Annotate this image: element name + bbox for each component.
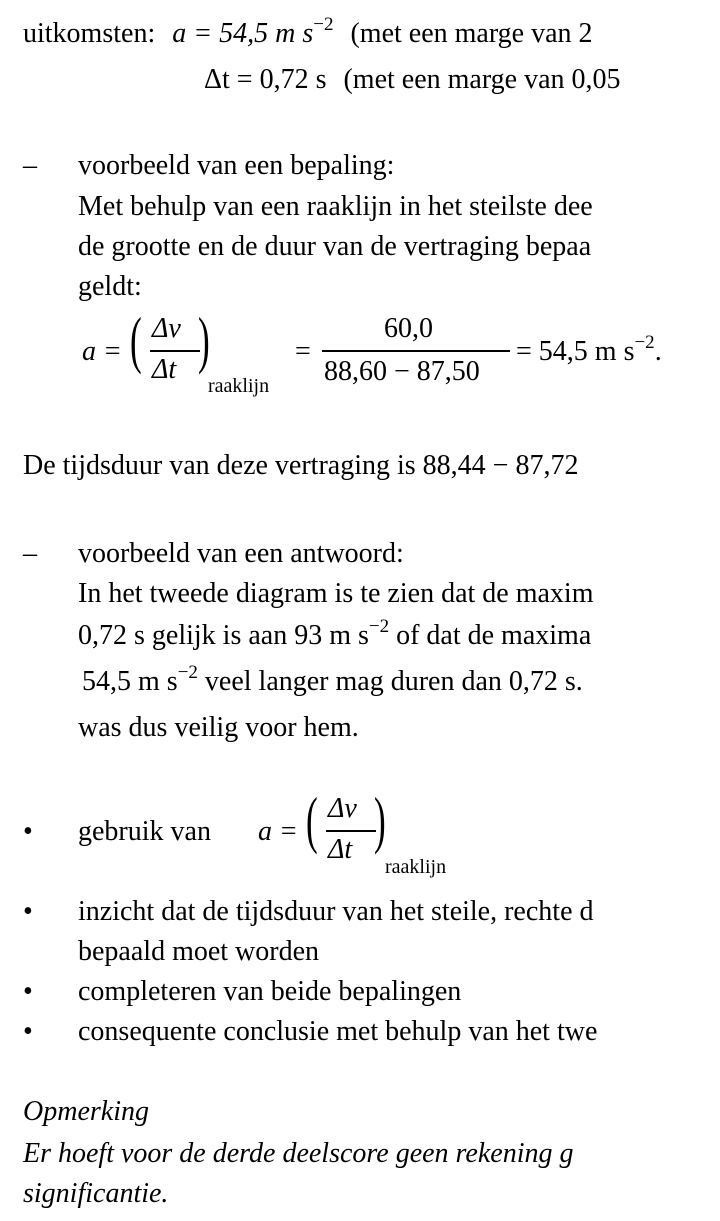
acceleration-margin: (met een marge van 2 bbox=[350, 18, 593, 49]
scoring-bullet-1: • bbox=[23, 816, 33, 847]
formula-fraction-bar bbox=[150, 350, 200, 352]
answer-line-3 bbox=[82, 662, 583, 697]
scoring-formula-bar bbox=[326, 830, 376, 832]
outcomes-label: uitkomsten: bbox=[23, 18, 156, 49]
answer-line-2-exponent: −2 bbox=[368, 616, 390, 637]
fraction-numerator: 60,0 bbox=[384, 313, 433, 344]
formula-numerator: Δv bbox=[152, 313, 181, 344]
answer-line-2-start: 0,72 s gelijk is aan 93 m s bbox=[78, 620, 369, 651]
formula-denominator: Δt bbox=[152, 354, 177, 385]
fraction-denominator: 88,60 − 87,50 bbox=[324, 356, 480, 387]
scoring-formula-denominator: Δt bbox=[328, 834, 353, 865]
formula-subscript: raaklijn bbox=[208, 375, 270, 397]
formula-result bbox=[516, 332, 662, 367]
remark-title: Opmerking bbox=[23, 1096, 149, 1127]
scoring-bullet-3: • bbox=[23, 976, 33, 1007]
duration-value: Δt = 0,72 s bbox=[204, 64, 327, 95]
scoring-item-2-line-1: inzicht dat de tijdsduur van het steile, rechte d bbox=[78, 896, 594, 927]
answer-line-3-start: 54,5 m s bbox=[82, 666, 178, 697]
scoring-item-1-label: gebruik van bbox=[78, 816, 211, 847]
fraction-bar bbox=[322, 350, 510, 352]
determination-dash: – bbox=[23, 150, 37, 181]
determination-line-3: geldt: bbox=[78, 271, 142, 302]
scoring-formula-right-paren: ) bbox=[374, 784, 386, 855]
formula-left-paren: ( bbox=[130, 304, 142, 375]
determination-heading: voorbeeld van een bepaling: bbox=[78, 150, 395, 181]
scoring-formula-numerator: Δv bbox=[328, 793, 357, 824]
scoring-formula-left-paren: ( bbox=[306, 784, 318, 855]
scoring-item-4: consequente conclusie met behulp van het twe bbox=[78, 1016, 598, 1047]
formula-result-value: = 54,5 m s bbox=[516, 336, 635, 367]
scoring-bullet-4: • bbox=[23, 1016, 33, 1047]
formula-result-exponent: −2 bbox=[634, 332, 655, 353]
formula-equals: = bbox=[295, 336, 311, 367]
acceleration-exponent: −2 bbox=[313, 14, 334, 35]
formula-right-paren: ) bbox=[198, 304, 210, 375]
scoring-formula-subscript: raaklijn bbox=[385, 856, 447, 878]
answer-line-3-end: veel langer mag duren dan 0,72 s. bbox=[197, 666, 583, 697]
answer-values-line-2 bbox=[204, 66, 621, 94]
answer-values-line-1 bbox=[23, 14, 593, 49]
answer-line-3-exponent: −2 bbox=[177, 662, 198, 683]
answer-dash: – bbox=[23, 538, 37, 569]
answer-line-4: was dus veilig voor hem. bbox=[78, 712, 359, 743]
duration-line: De tijdsduur van deze vertraging is 88,44 − 87,72 bbox=[23, 450, 579, 481]
determination-line-1: Met behulp van een raaklijn in het steilste dee bbox=[78, 191, 593, 222]
answer-line-2-end: of dat de maxima bbox=[389, 620, 592, 651]
acceleration-value: a = 54,5 m s bbox=[172, 18, 314, 49]
formula-lhs: a = bbox=[82, 336, 122, 367]
scoring-bullet-2: • bbox=[23, 896, 33, 927]
scoring-formula-lhs: a = bbox=[258, 816, 298, 847]
answer-line-1: In het tweede diagram is te zien dat de maxim bbox=[78, 578, 594, 609]
scoring-item-3: completeren van beide bepalingen bbox=[78, 976, 462, 1007]
duration-margin: (met een marge van 0,05 bbox=[343, 64, 621, 95]
remark-line-1: Er hoeft voor de derde deelscore geen rekening g bbox=[23, 1138, 574, 1169]
remark-line-2: significantie. bbox=[23, 1178, 169, 1209]
formula-result-period: . bbox=[654, 336, 662, 367]
scoring-item-2-line-2: bepaald moet worden bbox=[78, 936, 320, 967]
answer-heading: voorbeeld van een antwoord: bbox=[78, 538, 404, 569]
answer-line-2 bbox=[78, 616, 592, 651]
determination-line-2: de grootte en de duur van de vertraging bepaa bbox=[78, 231, 592, 262]
